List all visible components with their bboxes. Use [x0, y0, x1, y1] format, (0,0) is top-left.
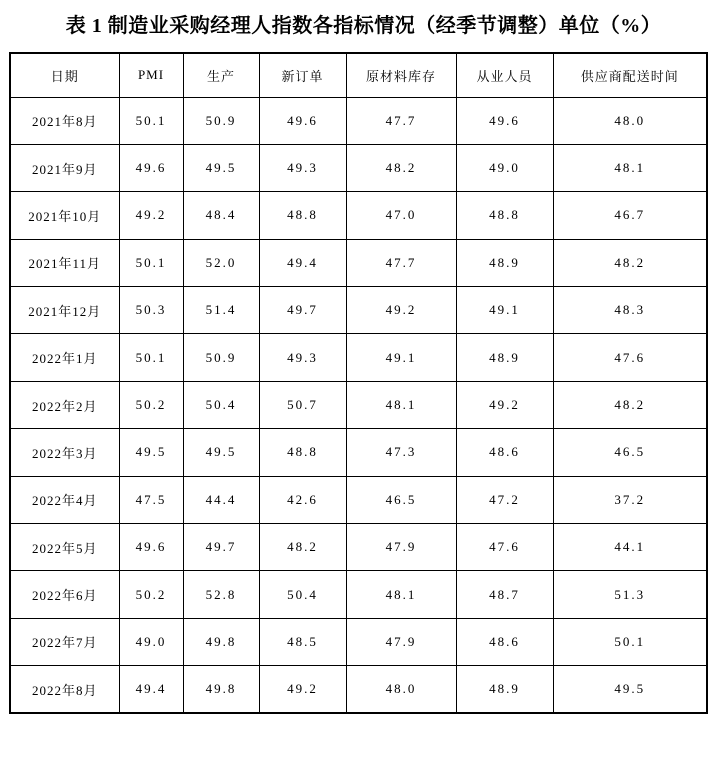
- value-cell: 50.9: [183, 97, 259, 144]
- value-cell: 44.4: [183, 476, 259, 523]
- value-cell: 49.5: [183, 144, 259, 191]
- value-cell: 48.0: [346, 666, 456, 713]
- value-cell: 49.4: [119, 666, 183, 713]
- value-cell: 51.3: [553, 571, 707, 618]
- value-cell: 49.5: [183, 429, 259, 476]
- value-cell: 48.2: [553, 381, 707, 428]
- value-cell: 50.1: [553, 618, 707, 665]
- value-cell: 48.3: [553, 287, 707, 334]
- row-date: 2021年12月: [10, 287, 119, 334]
- table-row: [10, 239, 707, 286]
- value-cell: 48.2: [259, 524, 346, 571]
- value-cell: 48.8: [259, 429, 346, 476]
- value-cell: 50.1: [119, 334, 183, 381]
- value-cell: 49.6: [259, 97, 346, 144]
- col-header-date: 日期: [10, 53, 119, 97]
- value-cell: 47.9: [346, 618, 456, 665]
- value-cell: 49.6: [119, 524, 183, 571]
- value-cell: 47.7: [346, 97, 456, 144]
- value-cell: 42.6: [259, 476, 346, 523]
- value-cell: 48.8: [456, 192, 553, 239]
- value-cell: 50.2: [119, 571, 183, 618]
- header-row: [10, 53, 707, 97]
- pmi-indicators-table: [9, 52, 708, 714]
- value-cell: 48.2: [553, 239, 707, 286]
- value-cell: 49.2: [119, 192, 183, 239]
- col-header-production: 生产: [183, 53, 259, 97]
- table-body: [10, 97, 707, 713]
- value-cell: 48.1: [346, 381, 456, 428]
- value-cell: 48.7: [456, 571, 553, 618]
- value-cell: 48.9: [456, 666, 553, 713]
- table-row: [10, 381, 707, 428]
- table-row: [10, 144, 707, 191]
- row-date: 2022年8月: [10, 666, 119, 713]
- value-cell: 48.9: [456, 239, 553, 286]
- value-cell: 49.0: [119, 618, 183, 665]
- table-row: [10, 571, 707, 618]
- value-cell: 48.0: [553, 97, 707, 144]
- value-cell: 48.4: [183, 192, 259, 239]
- value-cell: 46.5: [346, 476, 456, 523]
- col-header-employment: 从业人员: [456, 53, 553, 97]
- value-cell: 46.7: [553, 192, 707, 239]
- value-cell: 49.6: [119, 144, 183, 191]
- value-cell: 48.2: [346, 144, 456, 191]
- table-row: [10, 287, 707, 334]
- value-cell: 47.6: [456, 524, 553, 571]
- value-cell: 51.4: [183, 287, 259, 334]
- value-cell: 48.6: [456, 429, 553, 476]
- value-cell: 52.8: [183, 571, 259, 618]
- value-cell: 48.8: [259, 192, 346, 239]
- value-cell: 47.2: [456, 476, 553, 523]
- value-cell: 48.5: [259, 618, 346, 665]
- value-cell: 49.2: [456, 381, 553, 428]
- value-cell: 37.2: [553, 476, 707, 523]
- row-date: 2021年10月: [10, 192, 119, 239]
- col-header-pmi: PMI: [119, 53, 183, 97]
- value-cell: 49.4: [259, 239, 346, 286]
- table-row: [10, 666, 707, 713]
- value-cell: 49.1: [456, 287, 553, 334]
- value-cell: 47.0: [346, 192, 456, 239]
- table-row: [10, 524, 707, 571]
- row-date: 2022年6月: [10, 571, 119, 618]
- value-cell: 49.5: [119, 429, 183, 476]
- value-cell: 50.9: [183, 334, 259, 381]
- table-row: [10, 334, 707, 381]
- col-header-new-orders: 新订单: [259, 53, 346, 97]
- table-row: [10, 429, 707, 476]
- value-cell: 50.7: [259, 381, 346, 428]
- col-header-supplier-delivery-time: 供应商配送时间: [553, 53, 707, 97]
- row-date: 2022年3月: [10, 429, 119, 476]
- value-cell: 49.1: [346, 334, 456, 381]
- value-cell: 48.6: [456, 618, 553, 665]
- col-header-raw-materials-inventory: 原材料库存: [346, 53, 456, 97]
- value-cell: 50.1: [119, 239, 183, 286]
- table-row: [10, 97, 707, 144]
- value-cell: 49.7: [259, 287, 346, 334]
- row-date: 2022年1月: [10, 334, 119, 381]
- value-cell: 47.6: [553, 334, 707, 381]
- row-date: 2022年4月: [10, 476, 119, 523]
- row-date: 2021年11月: [10, 239, 119, 286]
- table-row: [10, 476, 707, 523]
- value-cell: 47.3: [346, 429, 456, 476]
- value-cell: 49.5: [553, 666, 707, 713]
- value-cell: 50.4: [183, 381, 259, 428]
- value-cell: 47.9: [346, 524, 456, 571]
- value-cell: 49.7: [183, 524, 259, 571]
- row-date: 2021年8月: [10, 97, 119, 144]
- value-cell: 46.5: [553, 429, 707, 476]
- table-row: [10, 618, 707, 665]
- value-cell: 50.1: [119, 97, 183, 144]
- value-cell: 49.3: [259, 334, 346, 381]
- value-cell: 49.2: [346, 287, 456, 334]
- value-cell: 50.4: [259, 571, 346, 618]
- value-cell: 49.8: [183, 618, 259, 665]
- value-cell: 49.0: [456, 144, 553, 191]
- value-cell: 48.9: [456, 334, 553, 381]
- value-cell: 48.1: [553, 144, 707, 191]
- value-cell: 49.3: [259, 144, 346, 191]
- row-date: 2022年7月: [10, 618, 119, 665]
- value-cell: 49.6: [456, 97, 553, 144]
- value-cell: 49.2: [259, 666, 346, 713]
- row-date: 2022年5月: [10, 524, 119, 571]
- value-cell: 47.5: [119, 476, 183, 523]
- value-cell: 52.0: [183, 239, 259, 286]
- row-date: 2021年9月: [10, 144, 119, 191]
- table-row: [10, 192, 707, 239]
- value-cell: 50.3: [119, 287, 183, 334]
- value-cell: 47.7: [346, 239, 456, 286]
- value-cell: 50.2: [119, 381, 183, 428]
- value-cell: 48.1: [346, 571, 456, 618]
- value-cell: 49.8: [183, 666, 259, 713]
- row-date: 2022年2月: [10, 381, 119, 428]
- value-cell: 44.1: [553, 524, 707, 571]
- table-title: 表 1 制造业采购经理人指数各指标情况（经季节调整）单位（%）: [65, 15, 662, 37]
